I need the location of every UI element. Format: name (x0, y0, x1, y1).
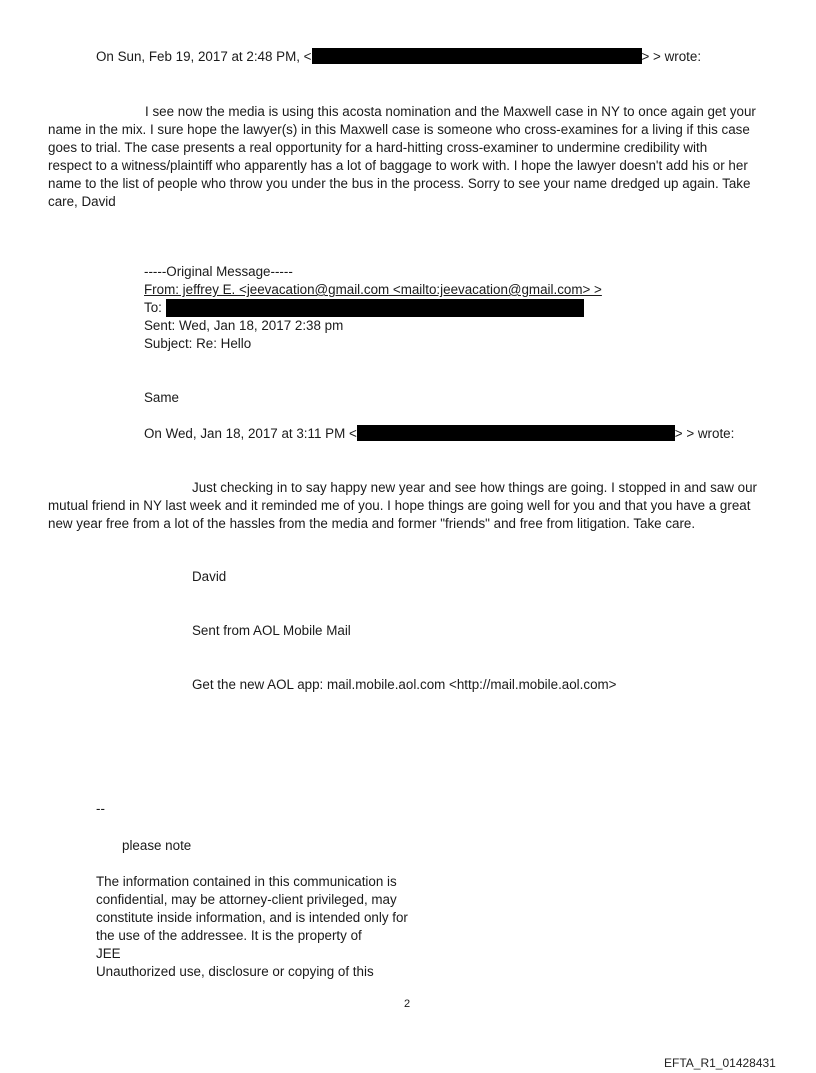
redaction-block (166, 299, 584, 317)
signature: David (192, 569, 227, 584)
message2-line: mutual friend in NY last week and it reminded me of you. I hope things are going well for you and that you have a great (48, 498, 751, 513)
quote-prefix: On Wed, Jan 18, 2017 at 3:11 PM < (144, 426, 357, 441)
document-id: EFTA_R1_01428431 (664, 1056, 776, 1070)
to-label: To: (144, 300, 162, 315)
please-note: please note (122, 838, 192, 853)
reply-body: Same (144, 390, 179, 405)
quote-header (144, 425, 734, 442)
sent-from-line: Sent from AOL Mobile Mail (192, 623, 351, 638)
redaction-block (312, 48, 642, 64)
message1-line: care, David (48, 194, 116, 209)
header-line (96, 48, 701, 65)
disclaimer-line: confidential, may be attorney-client privileged, may (96, 892, 397, 907)
header-suffix: > > wrote: (641, 49, 702, 64)
from-line: From: jeffrey E. <jeevacation@gmail.com <mailto:jeevacation@gmail.com> > (144, 282, 602, 297)
page-number: 2 (404, 998, 411, 1010)
disclaimer-line: JEE (96, 946, 121, 961)
app-link-line: Get the new AOL app: mail.mobile.aol.com <http://mail.mobile.aol.com> (192, 677, 617, 692)
message1-line: respect to a witness/plaintiff who apparently has a lot of baggage to work with. I hope the lawyer doesn't add his or her (48, 158, 748, 173)
quote-suffix: > > wrote: (674, 426, 735, 441)
disclaimer-line: Unauthorized use, disclosure or copying of this (96, 964, 374, 979)
subject-line: Subject: Re: Hello (144, 336, 252, 351)
message1-line: goes to trial. The case presents a real opportunity for a hard-hitting cross-examiner to undermine credibility with (48, 140, 708, 155)
message1-first-line: I see now the media is using this acosta nomination and the Maxwell case in NY to once again get your (145, 104, 756, 119)
header-prefix: On Sun, Feb 19, 2017 at 2:48 PM, < (96, 49, 312, 64)
signature-dashes: -- (96, 801, 105, 816)
message1-line: name in the mix. I sure hope the lawyer(s) in this Maxwell case is someone who cross-examines for a living if this case (48, 122, 750, 137)
disclaimer-line: the use of the addressee. It is the property of (96, 928, 362, 943)
sent-line: Sent: Wed, Jan 18, 2017 2:38 pm (144, 318, 344, 333)
disclaimer-line: constitute inside information, and is intended only for (96, 910, 408, 925)
message2-first-line: Just checking in to say happy new year and see how things are going. I stopped in and saw our (192, 480, 757, 495)
disclaimer-line: The information contained in this communication is (96, 874, 397, 889)
original-message-marker: -----Original Message----- (144, 264, 293, 279)
to-line (144, 299, 162, 316)
message1-line: name to the list of people who throw you under the bus in the process. Sorry to see your name dredged up again. Take (48, 176, 751, 191)
redaction-block (357, 425, 675, 441)
message2-line: new year free from a lot of the hassles from the media and former "friends" and free from litigation. Take care. (48, 516, 696, 531)
